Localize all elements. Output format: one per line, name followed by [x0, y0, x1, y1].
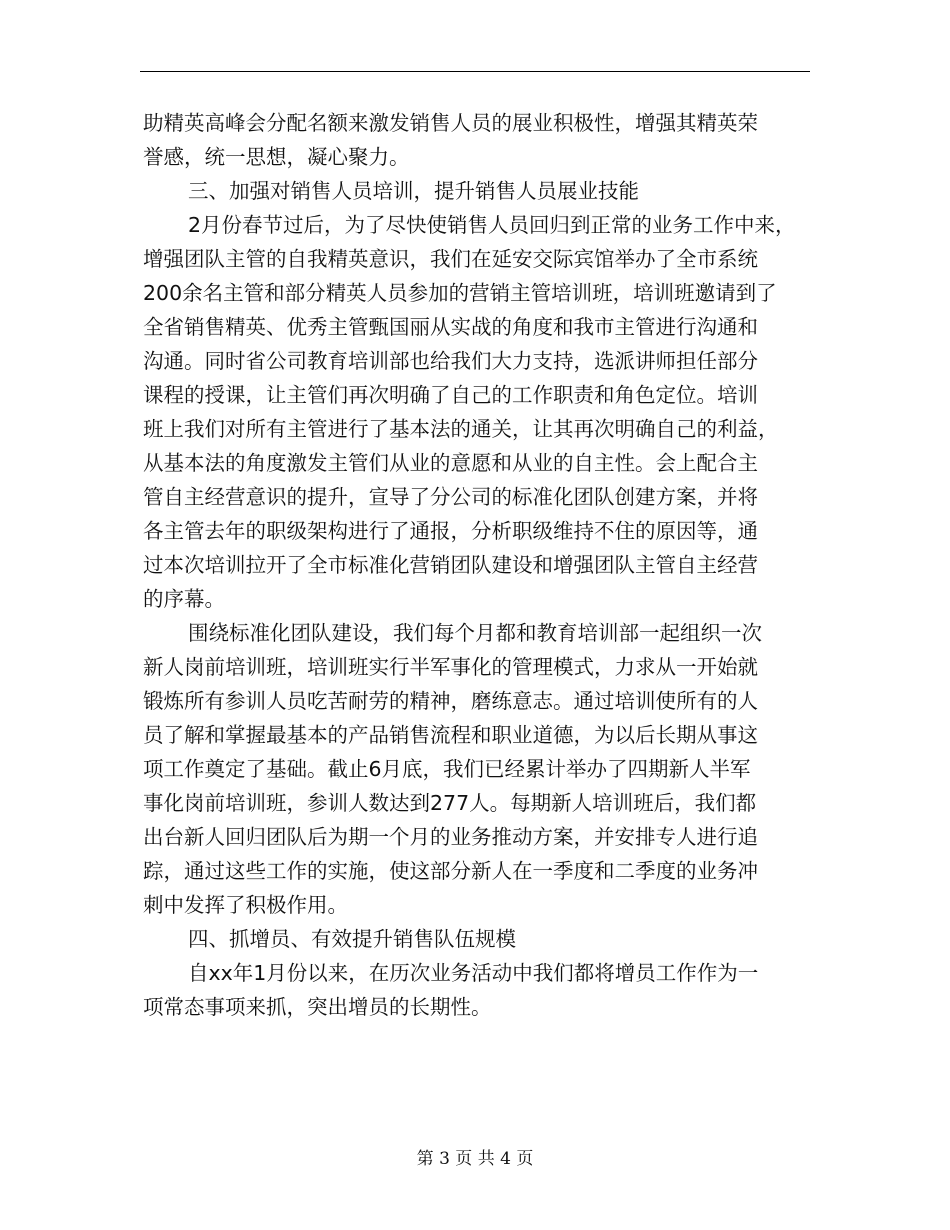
text-line: 管自主经营意识的提升，宣导了分公司的标准化团队创建方案，并将: [143, 485, 758, 509]
document-body: [143, 106, 808, 1024]
text-line: 项常态事项来抓，突出增员的长期性。: [143, 995, 492, 1019]
text-line: 自xx年1月份以来，在历次业务活动中我们都将增员工作作为一: [188, 961, 759, 985]
text-line: 项工作奠定了基础。截止6月底，我们已经累计举办了四期新人半军: [143, 757, 751, 781]
text-line: 全省销售精英、优秀主管甄国丽从实战的角度和我市主管进行沟通和: [143, 315, 758, 339]
header-rule: [140, 71, 810, 72]
text-line: 班上我们对所有主管进行了基本法的通关，让其再次明确自己的利益，: [143, 417, 779, 441]
text-line: 各主管去年的职级架构进行了通报，分析职级维持不住的原因等，通: [143, 519, 758, 543]
text-line: 增强团队主管的自我精英意识，我们在延安交际宾馆举办了全市系统: [143, 247, 758, 271]
text-line: 三、加强对销售人员培训，提升销售人员展业技能: [188, 179, 639, 203]
text-line: 围绕标准化团队建设，我们每个月都和教育培训部一起组织一次: [188, 621, 762, 645]
text-line: 200余名主管和部分精英人员参加的营销主管培训班，培训班邀请到了: [143, 281, 777, 305]
text-line: 踪，通过这些工作的实施，使这部分新人在一季度和二季度的业务冲: [143, 859, 758, 883]
text-line: 过本次培训拉开了全市标准化营销团队建设和增强团队主管自主经营: [143, 553, 758, 577]
text-line: 事化岗前培训班，参训人数达到277人。每期新人培训班后，我们都: [143, 791, 757, 815]
text-line: 从基本法的角度激发主管们从业的意愿和从业的自主性。会上配合主: [143, 451, 758, 475]
text-line: 课程的授课，让主管们再次明确了自己的工作职责和角色定位。培训: [143, 383, 758, 407]
text-line: 刺中发挥了积极作用。: [143, 893, 348, 917]
text-line: 的序幕。: [143, 587, 225, 611]
text-line: 新人岗前培训班，培训班实行半军事化的管理模式，力求从一开始就: [143, 655, 758, 679]
text-line: 2月份春节过后，为了尽快使销售人员回归到正常的业务工作中来，: [188, 213, 796, 237]
text-line: 助精英高峰会分配名额来激发销售人员的展业积极性，增强其精英荣: [143, 111, 758, 135]
text-line: 出台新人回归团队后为期一个月的业务推动方案，并安排专人进行追: [143, 825, 758, 849]
text-line: 锻炼所有参训人员吃苦耐劳的精神，磨练意志。通过培训使所有的人: [143, 689, 758, 713]
text-line: 誉感，统一思想，凝心聚力。: [143, 145, 410, 169]
text-line: 四、抓增员、有效提升销售队伍规模: [188, 927, 516, 951]
text-line: 员了解和掌握最基本的产品销售流程和职业道德，为以后长期从事这: [143, 723, 758, 747]
text-line: 沟通。同时省公司教育培训部也给我们大力支持，选派讲师担任部分: [143, 349, 758, 373]
page-number: 第 3 页 共 4 页: [416, 1149, 534, 1169]
